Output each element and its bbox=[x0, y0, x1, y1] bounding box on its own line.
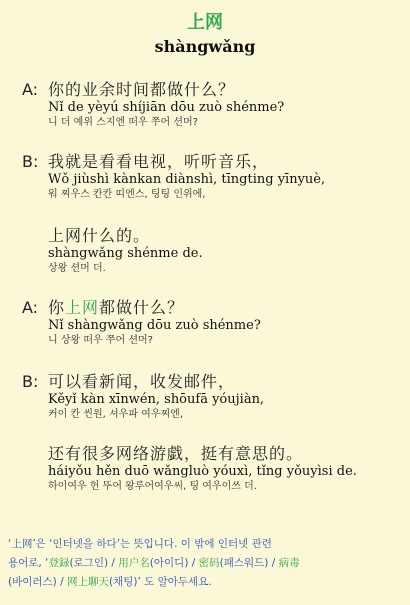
speaker-label: A: bbox=[22, 298, 39, 317]
note-line-1: ‘上网’은 ‘인터넷을 하다’는 뜻입니다. 이 밖에 인터넷 관련 bbox=[8, 538, 272, 550]
note-line-3 bbox=[8, 573, 406, 592]
note-text: 용어로, ‘ bbox=[8, 557, 49, 569]
page-title: 上网 bbox=[187, 12, 223, 33]
chinese-text-part: 你 bbox=[48, 298, 66, 317]
note-text: (바이러스) / bbox=[8, 576, 67, 588]
speaker-label: B: bbox=[22, 152, 39, 171]
highlighted-keyword: 上网 bbox=[65, 298, 100, 317]
header bbox=[0, 12, 410, 57]
dialogue-line bbox=[48, 444, 357, 494]
pinyin-text: háiyǒu hěn duō wǎngluò yóuxì, tǐng yǒuyìsi de. bbox=[48, 464, 357, 479]
korean-text: 니 더 예위 스지엔 떠우 쭈어 션머? bbox=[48, 117, 198, 128]
chinese-text: 可以看新闻，收发邮件， bbox=[48, 372, 236, 391]
chinese-text: 我就是看看电视，听听音乐， bbox=[48, 152, 270, 171]
note-term: 用户名 bbox=[118, 557, 150, 569]
note-term: 密码 bbox=[198, 557, 220, 569]
dialogue-line bbox=[48, 80, 284, 130]
korean-text: 상왕 션머 더. bbox=[48, 263, 106, 274]
dialogue-line bbox=[48, 372, 264, 422]
korean-text: 커이 칸 씬원, 셔우파 여우찌엔, bbox=[48, 409, 183, 420]
note-text: (패스워드) / bbox=[219, 557, 279, 569]
pinyin-text: Wǒ jiùshì kànkan diànshì, tīngting yīnyuè, bbox=[48, 172, 326, 187]
note-term: 病毒 bbox=[278, 557, 300, 569]
note-term: 网上聊天 bbox=[66, 576, 109, 588]
chinese-text bbox=[48, 298, 261, 318]
korean-text: 니 상왕 떠우 쭈어 션머? bbox=[48, 335, 153, 346]
pinyin-text: Nǐ shàngwǎng dōu zuò shénme? bbox=[48, 318, 261, 333]
chinese-text-part: 都做什么？ bbox=[99, 298, 185, 317]
pinyin-text: shàngwǎng shénme de. bbox=[48, 246, 203, 261]
korean-text: 하이여우 헌 뚜어 왕루어여우씨, 팅 여우이쓰 더. bbox=[48, 481, 257, 492]
dialogue-line bbox=[48, 226, 203, 276]
note-text: (아이디) / bbox=[149, 557, 199, 569]
speaker-label: A: bbox=[22, 80, 39, 99]
pinyin-text: Nǐ de yèyú shíjiān dōu zuò shénme? bbox=[48, 100, 285, 115]
note-text: (채팅)’ 도 알아두세요. bbox=[108, 576, 212, 588]
note-line-2 bbox=[8, 554, 406, 573]
speaker-label: B: bbox=[22, 372, 39, 391]
chinese-text: 还有很多网络游戯，挺有意思的。 bbox=[48, 444, 304, 463]
note-text: (로그인) / bbox=[69, 557, 119, 569]
pinyin-text: Kěyǐ kàn xīnwén, shōufā yóujiàn, bbox=[48, 392, 265, 407]
vocabulary-note bbox=[8, 535, 406, 592]
dialogue-line bbox=[48, 298, 261, 348]
korean-text: 워 찌우스 칸칸 띠엔스, 팅팅 인위에, bbox=[48, 189, 206, 200]
dialogue-line bbox=[48, 152, 325, 202]
chinese-text: 上网什么的。 bbox=[48, 226, 151, 245]
title-pinyin: shàngwǎng bbox=[154, 37, 256, 56]
chinese-text: 你的业余时间都做什么？ bbox=[48, 80, 236, 99]
note-term: 登録 bbox=[48, 557, 70, 569]
